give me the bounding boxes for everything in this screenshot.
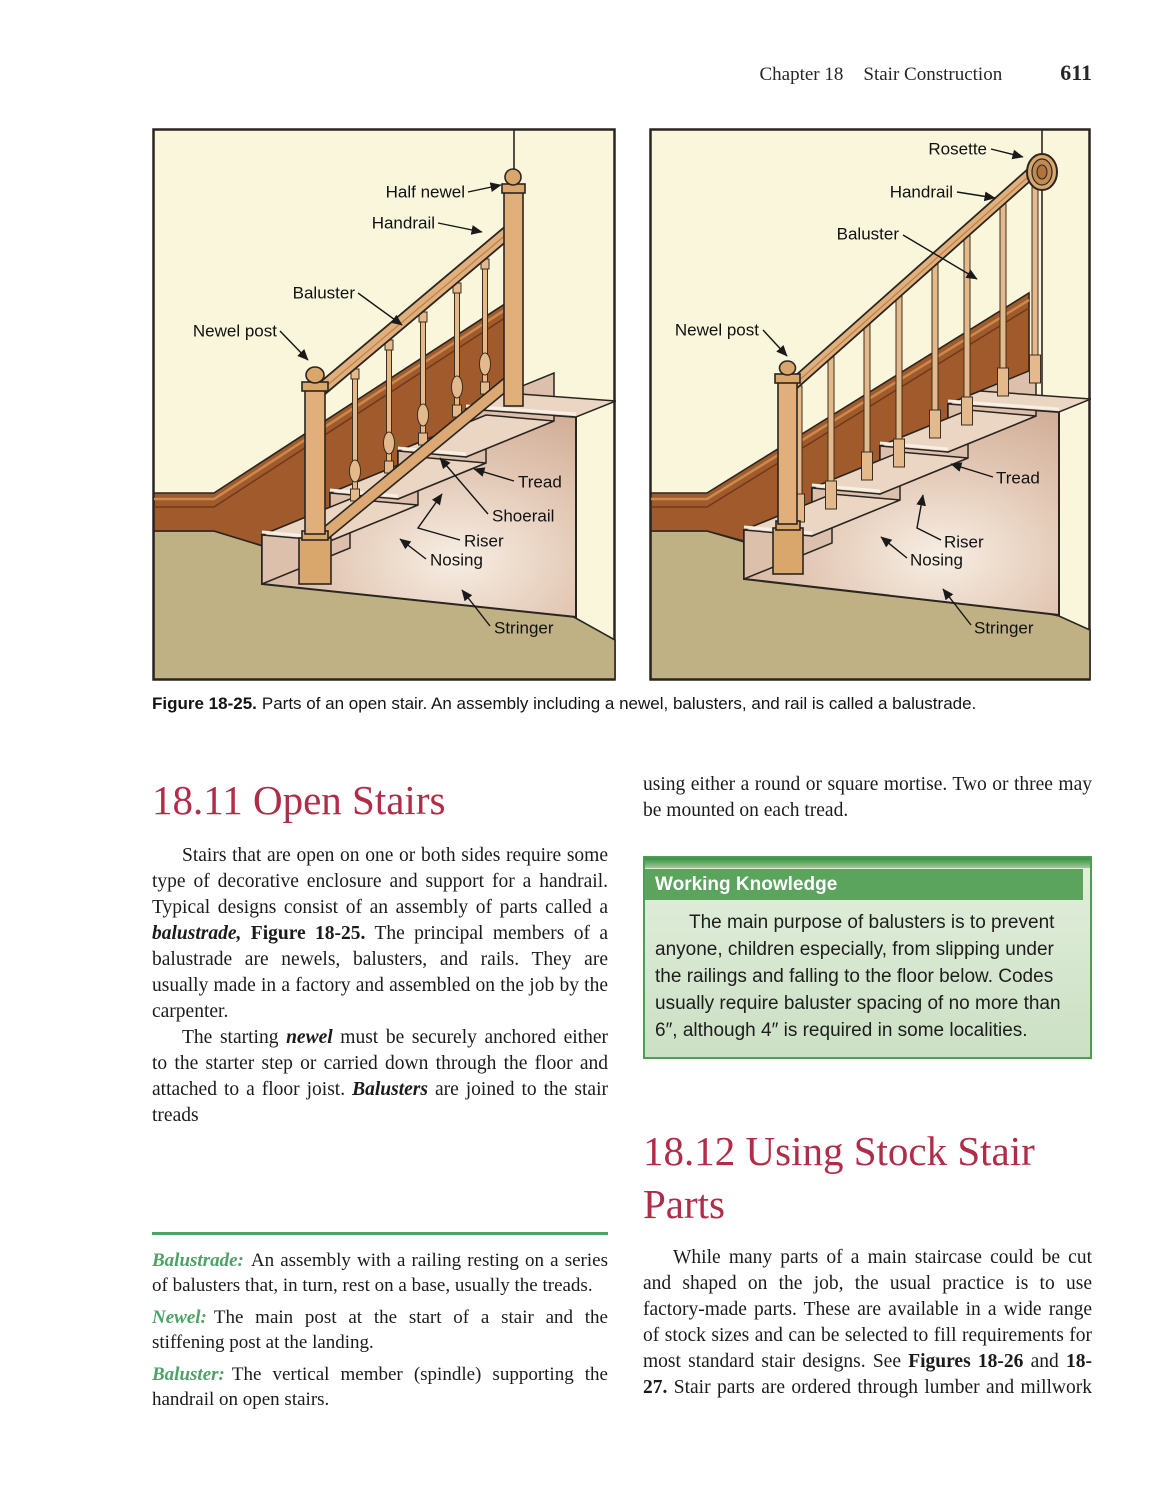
right-stair-illustration <box>649 128 1091 681</box>
label-rosette: Rosette <box>928 139 987 159</box>
figure-18-25 <box>152 128 1092 714</box>
left-stair-illustration <box>152 128 616 681</box>
glossary-term: Newel: <box>152 1307 207 1328</box>
glossary-definition: An assembly with a railing resting on a series of balusters that, in turn, rest on a base, usually the treads. <box>152 1250 608 1296</box>
glossary-term: Balustrade: <box>152 1250 244 1271</box>
label-half-newel: Half newel <box>385 182 465 202</box>
working-knowledge-box <box>643 856 1092 1059</box>
running-head <box>759 60 1092 86</box>
section-heading-18-11: 18.11 Open Stairs <box>152 777 446 823</box>
glossary-rule <box>152 1232 608 1235</box>
label-handrail: Handrail <box>371 213 435 233</box>
figure-caption-label: Figure 18-25. <box>152 694 257 713</box>
working-knowledge-body: The main purpose of balusters is to prevent anyone, children especially, from slipping under the railings and falling to the floor below. Codes usually require baluster spacing of no more than 6″, although 4″ is required in some localities. <box>655 912 1061 1041</box>
label-newel-post: Newel post <box>192 321 277 341</box>
figure-caption-text: Parts of an open stair. An assembly including a newel, balusters, and rail is called a balustrade. <box>261 694 977 713</box>
label-handrail: Handrail <box>889 182 953 202</box>
glossary <box>152 1232 608 1419</box>
glossary-entry <box>152 1248 608 1298</box>
glossary-entry <box>152 1362 608 1412</box>
glossary-entry <box>152 1305 608 1355</box>
glossary-term: Baluster: <box>152 1364 225 1385</box>
open-stairs-continued: using either a round or square mortise. Two or three may be mounted on each tread. <box>643 774 1092 821</box>
left-stair-diagram <box>152 128 616 681</box>
label-newel-post: Newel post <box>674 320 759 340</box>
label-baluster: Baluster <box>292 283 355 303</box>
glossary-definition: The main post at the start of a stair and the stiffening post at the landing. <box>152 1307 608 1353</box>
label-nosing: Nosing <box>910 550 963 570</box>
page-number: 611 <box>1060 60 1092 85</box>
left-column <box>152 775 608 1129</box>
section-heading-18-12: 18.12 Using Stock Stair Parts <box>643 1128 1035 1227</box>
label-stringer: Stringer <box>494 618 554 638</box>
figure-caption <box>152 694 1092 714</box>
open-stairs-paragraph-2: The starting newel must be securely anchored either to the starter step or carried down through the floor and attached to a floor joist. Balusters are joined to the stair treads <box>152 1027 608 1126</box>
label-tread: Tread <box>518 472 562 492</box>
label-baluster: Baluster <box>836 224 899 244</box>
right-column <box>643 772 1092 1401</box>
working-knowledge-top-strip <box>645 858 1090 868</box>
open-stairs-paragraph-1: Stairs that are open on one or both sides require some type of decorative enclosure and support for a handrail. Typical designs consist of an assembly of parts called a balustrade, Figure 18-25. The principal members of a balustrade are newels, balusters, and rails. They are usually made in a factory and assembled on the job by the carpenter. <box>152 845 608 1022</box>
right-stair-diagram <box>649 128 1091 681</box>
working-knowledge-title: Working Knowledge <box>645 869 1083 900</box>
label-tread: Tread <box>996 468 1040 488</box>
label-nosing: Nosing <box>430 550 483 570</box>
stock-parts-paragraph-1: While many parts of a main staircase could be cut and shaped on the job, the usual practice is to use factory-made parts. These are available in a wide range of stock sizes and can be selected to fill requirements for most standard stair designs. See Figures 18-26 and 18-27. Stair parts are ordered through lumber and millwork <box>643 1247 1092 1398</box>
chapter-title: Stair Construction <box>863 64 1003 85</box>
label-riser: Riser <box>464 531 504 551</box>
label-riser: Riser <box>944 532 984 552</box>
label-stringer: Stringer <box>974 618 1034 638</box>
label-shoerail: Shoerail <box>492 506 555 526</box>
glossary-definition: The vertical member (spindle) supporting the handrail on open stairs. <box>152 1364 608 1410</box>
chapter-label: Chapter 18 <box>759 64 844 85</box>
figure-panels <box>152 128 1092 681</box>
